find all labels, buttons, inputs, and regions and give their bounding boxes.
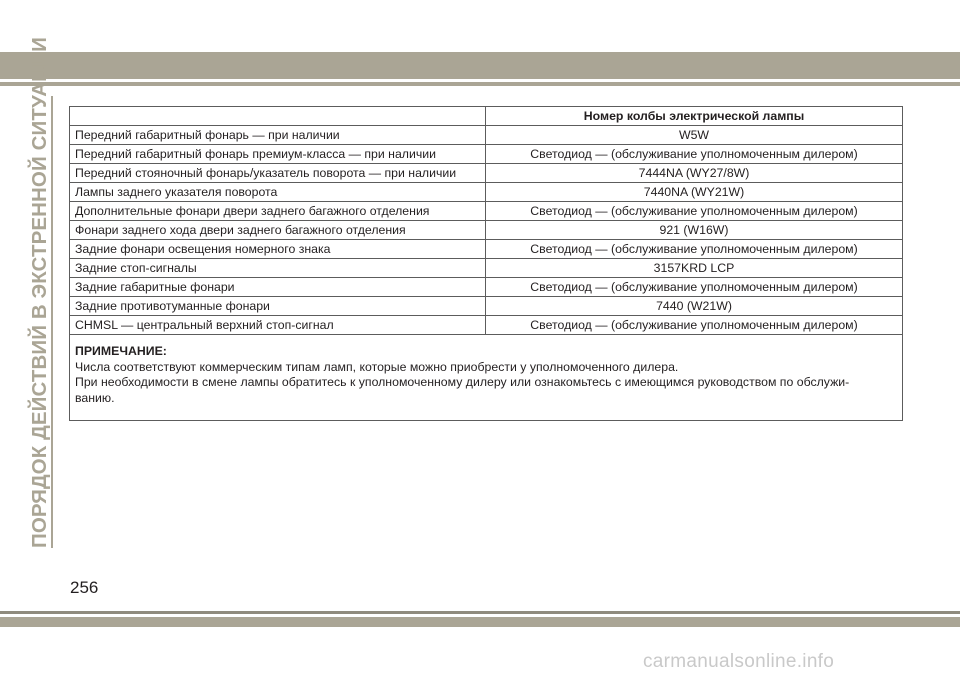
lamp-name: Задние габаритные фонари <box>70 278 486 297</box>
note-text: Числа соответствуют коммерческим типам ламп, которые можно приобрести у уполномоченного дилера. <box>75 359 679 374</box>
bulb-number: 7440NA (WY21W) <box>486 183 903 202</box>
table-header-cell: Номер колбы электрической лампы <box>486 107 903 126</box>
table-row <box>70 221 903 240</box>
table-row <box>70 202 903 221</box>
bulb-number: Светодиод — (обслуживание уполномоченным дилером) <box>486 240 903 259</box>
table-header-row <box>70 107 903 126</box>
note-row <box>70 335 903 421</box>
table-header-empty <box>70 107 486 126</box>
section-title: ПОРЯДОК ДЕЙСТВИЙ В ЭКСТРЕННОЙ СИТУАЦИИ <box>28 37 51 548</box>
table-row <box>70 164 903 183</box>
watermark: carmanualsonline.info <box>643 651 835 672</box>
note-text: ванию. <box>75 390 115 405</box>
bulb-number: Светодиод — (обслуживание уполномоченным дилером) <box>486 316 903 335</box>
top-band <box>0 52 960 79</box>
note-title: ПРИМЕЧАНИЕ: <box>75 344 167 358</box>
lamp-name: Фонари заднего хода двери заднего багажного отделения <box>70 221 486 240</box>
lamp-name: Задние противотуманные фонари <box>70 297 486 316</box>
section-title-rule <box>51 96 53 548</box>
top-band-rule <box>0 82 960 86</box>
table-row <box>70 259 903 278</box>
table-row <box>70 297 903 316</box>
bulb-number: 7444NA (WY27/8W) <box>486 164 903 183</box>
lamp-name: Передний стояночный фонарь/указатель поворота — при наличии <box>70 164 486 183</box>
page-number: 256 <box>70 578 99 597</box>
table-row <box>70 126 903 145</box>
table-row <box>70 240 903 259</box>
lamp-name: Лампы заднего указателя поворота <box>70 183 486 202</box>
bulb-number: 3157KRD LCP <box>486 259 903 278</box>
bulb-number: 7440 (W21W) <box>486 297 903 316</box>
bulb-number: 921 (W16W) <box>486 221 903 240</box>
bulb-number: Светодиод — (обслуживание уполномоченным дилером) <box>486 278 903 297</box>
bulb-table <box>69 106 903 421</box>
bottom-band <box>0 617 960 627</box>
lamp-name: Передний габаритный фонарь — при наличии <box>70 126 486 145</box>
table-row <box>70 316 903 335</box>
table-row <box>70 278 903 297</box>
bottom-band-rule <box>0 611 960 614</box>
lamp-name: Задние фонари освещения номерного знака <box>70 240 486 259</box>
bulb-number: W5W <box>486 126 903 145</box>
table-row <box>70 183 903 202</box>
bulb-number: Светодиод — (обслуживание уполномоченным дилером) <box>486 202 903 221</box>
lamp-name: CHMSL — центральный верхний стоп-сигнал <box>70 316 486 335</box>
table-row <box>70 145 903 164</box>
note-text: При необходимости в смене лампы обратитесь к уполномоченному дилеру или ознакомьтесь с имеющимся руководством по обслужи- <box>75 375 850 389</box>
lamp-name: Дополнительные фонари двери заднего багажного отделения <box>70 202 486 221</box>
lamp-name: Передний габаритный фонарь премиум-класса — при наличии <box>70 145 486 164</box>
lamp-name: Задние стоп-сигналы <box>70 259 486 278</box>
bulb-number: Светодиод — (обслуживание уполномоченным дилером) <box>486 145 903 164</box>
note-cell <box>70 335 903 421</box>
